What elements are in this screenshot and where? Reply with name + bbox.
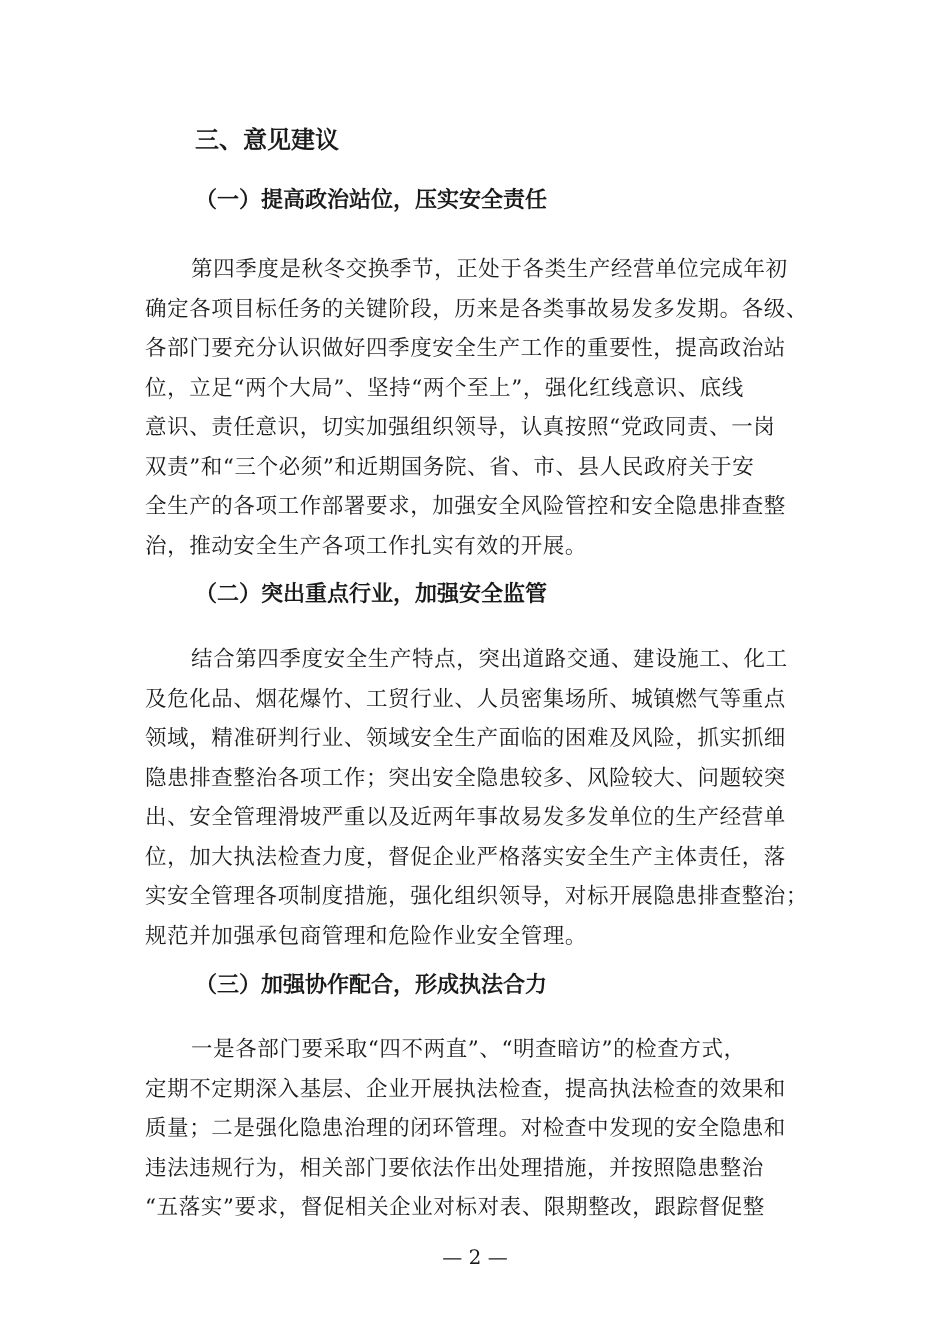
paragraph-line: 各部门要充分认识做好四季度安全生产工作的重要性，提高政治站 (145, 336, 786, 361)
paragraph-line: 实安全管理各项制度措施，强化组织领导，对标开展隐患排查整治； (145, 884, 809, 909)
paragraph-line: 隐患排查整治各项工作；突出安全隐患较多、风险较大、问题较突 (145, 765, 786, 791)
paragraph-line: 双责”和“三个必须”和近期国务院、省、市、县人民政府关于安 (145, 454, 755, 480)
paragraph-line: 位，加大执法检查力度，督促企业严格落实安全生产主体责任，落 (145, 844, 786, 870)
paragraph-3 (145, 1030, 813, 1228)
paragraph-line: 及危化品、烟花爆竹、工贸行业、人员密集场所、城镇燃气等重点 (145, 686, 786, 712)
subsection-title-3: （三）加强协作配合，形成执法合力 (195, 973, 548, 998)
page-number: — 2 — (442, 1245, 508, 1269)
subsection-title-2: （二）突出重点行业，加强安全监管 (195, 582, 548, 607)
paragraph-line: 位，立足“两个大局”、坚持“两个至上”，强化红线意识、底线 (145, 375, 744, 401)
paragraph-line: 规范并加强承包商管理和危险作业安全管理。 (145, 923, 588, 949)
paragraph-line: 领域，精准研判行业、领域安全生产面临的困难及风险，抓实抓细 (145, 726, 786, 751)
paragraph-line: 一是各部门要采取“四不两直”、“明查暗访”的检查方式， (191, 1037, 746, 1062)
paragraph-line: “五落实”要求，督促相关企业对标对表、限期整改，跟踪督促整 (145, 1195, 765, 1220)
paragraph-line: 违法违规行为，相关部门要依法作出处理措施，并按照隐患整治 (145, 1155, 764, 1181)
section-heading: 三、意见建议 (195, 126, 339, 154)
paragraph-2 (145, 640, 813, 956)
paragraph-1 (145, 250, 813, 566)
paragraph-line: 第四季度是秋冬交换季节，正处于各类生产经营单位完成年初 (191, 257, 788, 282)
paragraph-line: 质量；二是强化隐患治理的闭环管理。对检查中发现的安全隐患和 (145, 1116, 786, 1141)
paragraph-line: 确定各项目标任务的关键阶段，历来是各类事故易发多发期。各级、 (145, 296, 809, 322)
subsection-title-1: （一）提高政治站位，压实安全责任 (195, 188, 548, 213)
paragraph-line: 出、安全管理滑坡严重以及近两年事故易发多发单位的生产经营单 (145, 805, 786, 830)
paragraph-line: 定期不定期深入基层、企业开展执法检查，提高执法检查的效果和 (145, 1076, 786, 1102)
paragraph-line: 意识、责任意识，切实加强组织领导，认真按照“党政同责、一岗 (145, 415, 776, 440)
paragraph-line: 治，推动安全生产各项工作扎实有效的开展。 (145, 533, 588, 559)
paragraph-line: 全生产的各项工作部署要求，加强安全风险管控和安全隐患排查整 (145, 494, 786, 519)
paragraph-line: 结合第四季度安全生产特点，突出道路交通、建设施工、化工 (191, 647, 788, 672)
